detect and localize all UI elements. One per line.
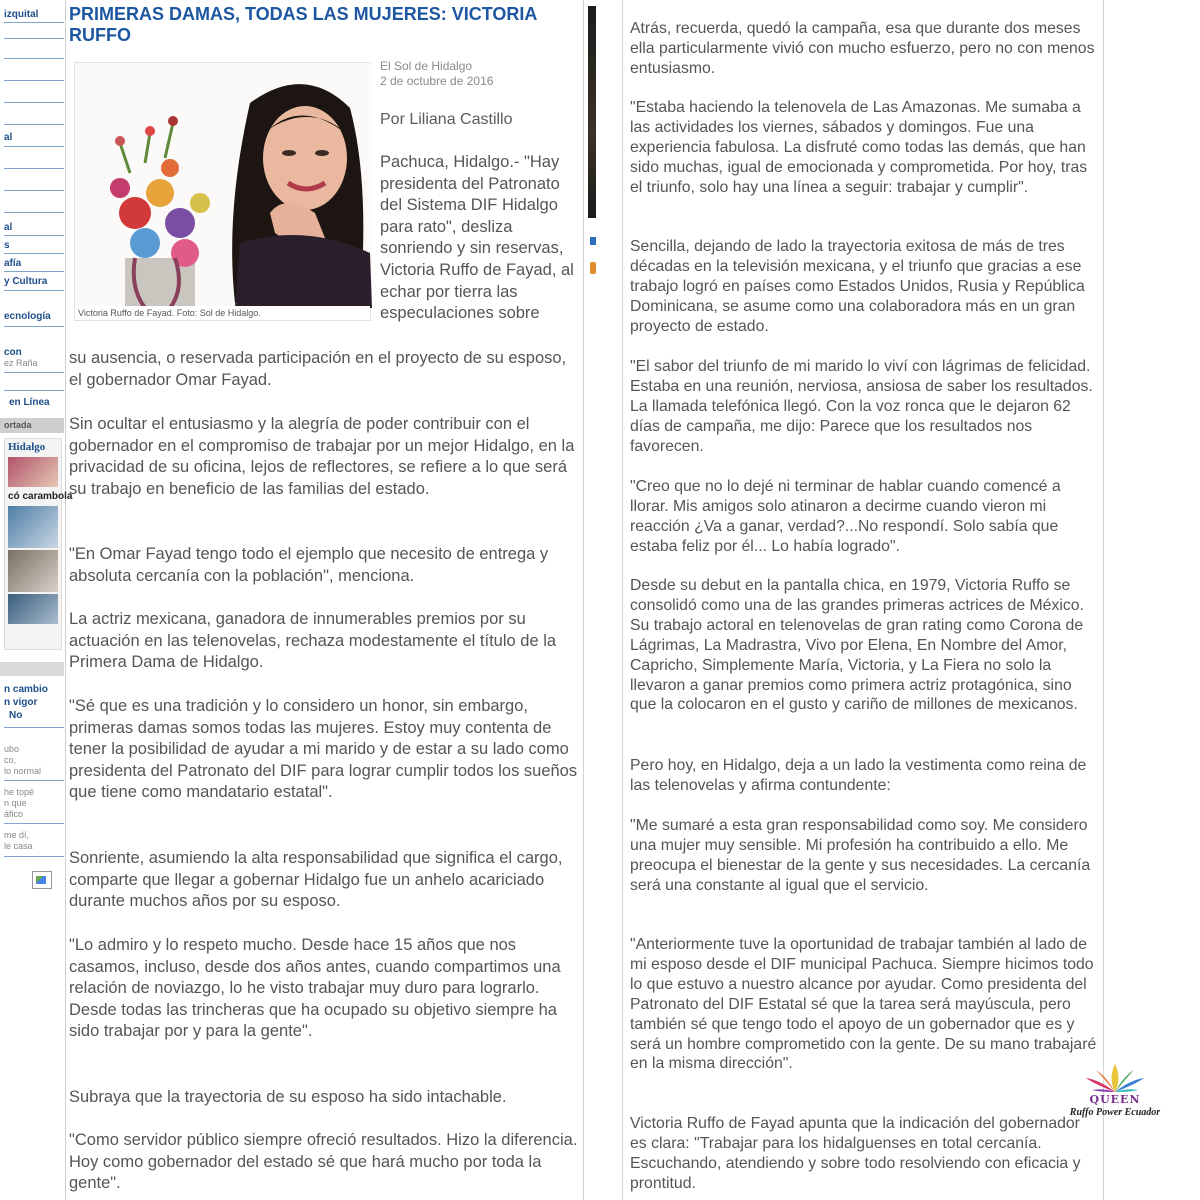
sidebar-divider (0, 662, 64, 676)
sidebar-link[interactable]: izquital (4, 9, 39, 20)
cover-headline: có carambola (8, 491, 73, 502)
article-paragraph: Sonriente, asumiendo la alta responsabilidad que significa el cargo, comparte que llegar a gobernar Hidalgo fue un anhelo acariciado durante muchos años por su esposo. (69, 849, 563, 911)
article-paragraph: "En Omar Fayad tengo todo el ejemplo que necesito de entrega y absoluta cercanía con la población", menciona. (69, 545, 549, 585)
article-source: El Sol de Hidalgo (380, 59, 473, 73)
sidebar-divider (4, 212, 64, 213)
portrait-illustration (75, 63, 372, 308)
cover-photo (8, 594, 58, 624)
sidebar-divider (4, 22, 64, 23)
sidebar-promo-line[interactable]: n cambio (4, 684, 48, 695)
article-paragraph: La actriz mexicana, ganadora de innumerables premios por su actuación en las telenovelas, rechaza modestamente el título de la Primera Dama de Hidalgo. (69, 610, 557, 672)
article-paragraph: Sin ocultar el entusiasmo y la alegría de poder contribuir con el gobernador en el compromiso de trabajar por un mejor Hidalgo, en la privacidad de su oficina, lejos de reflectores, se refiere a lo que será su trabajo en beneficio de las familias del estado. (69, 415, 575, 498)
sidebar-note: me dí, (4, 830, 30, 840)
sidebar-promo-line[interactable]: No (9, 710, 23, 721)
cropped-image-strip (588, 6, 596, 218)
sidebar-section-header: ortada (0, 418, 64, 433)
sidebar-divider (4, 38, 64, 39)
sidebar-promo-line[interactable]: n vigor (4, 697, 38, 708)
photo-caption: Victoria Ruffo de Fayad. Foto: Sol de Hidalgo. (75, 306, 370, 320)
sidebar-divider (4, 372, 64, 373)
sidebar-note: lo normal (4, 766, 42, 776)
article-byline: Por Liliana Castillo (380, 111, 513, 128)
sidebar-divider (4, 290, 64, 291)
article-photo[interactable] (74, 62, 371, 321)
sidebar-note: co, (4, 755, 17, 765)
cover-photo (8, 550, 58, 592)
sidebar-divider (4, 780, 64, 781)
sidebar-link[interactable]: ecnología (4, 311, 51, 322)
sidebar-divider (4, 235, 64, 236)
cover-photo (8, 506, 58, 548)
sidebar-divider (4, 390, 64, 391)
newspaper-cover-thumbnail[interactable] (4, 438, 73, 650)
sidebar-author: ez Raña (4, 358, 38, 368)
article-paragraph: Desde su debut en la pantalla chica, en 1979, Victoria Ruffo se consolidó como una de las grandes primeras actrices de México. Su trabajo actoral en telenovelas de gran rating como Corona de Lágrimas, La Madrastra, Vivo por Elena, En Nombre del Amor, Capricho, Simplemente María, Victoria, y La Fiera no solo la llevaron a ganar premios como primera actriz protagónica, sino que la colocaron en el gusto y cariño de millones de mexicanos. (630, 577, 1084, 714)
article-paragraph: "Estaba haciendo la telenovela de Las Amazonas. Me sumaba a las actividades los viernes, sábados y domingos. Fue una experiencia fabulosa. La disfruté como todas las demás, que han sido muchas, igual de emocionada y comprometida. Por hoy, tras el triunfo, solo hay una línea a seguir: trabajar y cumplir". (630, 99, 1088, 196)
article-column-left (66, 0, 584, 1200)
sidebar-note: áfico (4, 809, 24, 819)
sidebar-divider (4, 102, 64, 103)
article-lead-continuation: su ausencia, o reservada participación en el proyecto de su esposo, el gobernador Omar Fayad. (69, 349, 567, 389)
sidebar-divider (4, 271, 64, 272)
sidebar-divider (4, 168, 64, 169)
article-paragraph: "Sé que es una tradición y lo considero un honor, sin embargo, primeras damas somos todas las mujeres. Estoy muy contenta de tener la posibilidad de ayudar a mi marido y de estar a su lado como presidenta del Patronato del DIF para lograr cumplir todos los sueños que tiene como mandatario estatal". (69, 697, 578, 802)
sidebar-link[interactable]: al (4, 132, 13, 143)
watermark-title: QUEEN (1089, 1093, 1141, 1106)
sidebar-link[interactable]: al (4, 222, 13, 233)
sidebar-divider (4, 80, 64, 81)
sidebar-divider (4, 823, 64, 824)
cover-photo (8, 457, 58, 487)
watermark-subtitle: Ruffo Power Ecuador (1069, 1107, 1161, 1118)
sidebar-divider (4, 58, 64, 59)
sidebar-divider (4, 190, 64, 191)
article-lead-paragraph: Pachuca, Hidalgo.- "Hay presidenta del Patronato del Sistema DIF Hidalgo para rato", desliza sonriendo y sin reservas, Victoria Ruffo de Fayad, al echar por tierra las especulaciones sobre (380, 153, 574, 323)
photo-scene (75, 63, 372, 308)
article-paragraph: Victoria Ruffo de Fayad apunta que la indicación del gobernador es clara: "Trabajar para los hidalguenses en total cercanía. Escuchando, atendiendo y sobre todo resolviendo con eficacia y prontitud. (630, 1115, 1081, 1192)
article-paragraph: "Creo que no lo dejé ni terminar de hablar cuando comencé a llorar. Mis amigos solo atinaron a decirme cuando vieron mi reacción ¿Va a ganar, verdad?...No respondí. Solo sabía que estaba feliz por él... Lo había logrado". (630, 478, 1061, 555)
cropped-icon (590, 237, 596, 245)
article-paragraph: Pero hoy, en Hidalgo, deja a un lado la vestimenta como reina de las telenovelas y afirma contundente: (630, 757, 1087, 794)
article-paragraph: "Me sumaré a esta gran responsabilidad como soy. Me considero una mujer muy sensible. Mi profesión ha contribuido a ello. Me preocupa el bienestar de la gente y sus necesidades. La cercanía será una constante al igual que el servicio. (630, 817, 1091, 894)
sidebar-divider (4, 253, 64, 254)
site-sidebar (0, 0, 73, 1200)
sidebar-note: n que (4, 798, 27, 808)
lotus-icon (1082, 1062, 1148, 1096)
sidebar-note: he topé (4, 787, 35, 797)
sidebar-link[interactable]: en Línea (9, 397, 50, 408)
sidebar-divider (4, 146, 64, 147)
article-paragraph: Subraya que la trayectoria de su esposo ha sido intachable. (69, 1088, 507, 1106)
broken-image-icon[interactable] (32, 871, 52, 889)
article-column-right (622, 0, 1104, 1200)
sidebar-link[interactable]: y Cultura (4, 276, 48, 287)
article-paragraph: Sencilla, dejando de lado la trayectoria exitosa de más de tres décadas en la televisión mexicana, y el triunfo que gracias a ese trabajo logró en países como Estados Unidos, Rusia y República Dominicana, se asume como una colaboradora más en un gran proyecto de estado. (630, 238, 1085, 335)
cropped-icon (590, 262, 596, 274)
sidebar-link[interactable]: s (4, 240, 10, 251)
sidebar-note: le casa (4, 841, 33, 851)
article-paragraph: "Anteriormente tuve la oportunidad de trabajar también al lado de mi esposo desde el DIF municipal Pachuca. Siempre hicimos todo lo que estuvo a nuestro alcance por ayudar. Como presidenta del Patronato del DIF Estatal sé que la tarea será mayúscula, pero también sé que tengo todo el apoyo de un gobernador que es y será un hombre comprometido con la gente. De su mano trabajaré en la misma dirección". (630, 936, 1097, 1073)
article-paragraph: "El sabor del triunfo de mi marido lo viví con lágrimas de felicidad. Estaba en una reunión, nerviosa, ansiosa de saber los resultados. La llamada telefónica llegó. Con la voz ronca que le dejaron 62 días de campaña, me dijo: Parece que los resultados nos favorecen. (630, 358, 1093, 455)
article-paragraph: Atrás, recuerda, quedó la campaña, esa que durante dos meses ella particularmente vivió con mucho esfuerzo, pero no con menos entusiasmo. (630, 20, 1095, 77)
article-paragraph: "Lo admiro y lo respeto mucho. Desde hace 15 años que nos casamos, incluso, desde dos años antes, cuando compartimos una relación de noviazgo, lo he visto trabajar muy duro para lograrlo. Desde todas las trincheras que ha ocupado su objetivo siempre ha sido trabajar por y para la gente". (69, 936, 561, 1041)
article-title: PRIMERAS DAMAS, TODAS LAS MUJERES: VICTORIA RUFFO (69, 4, 537, 45)
sidebar-link[interactable]: afía (4, 258, 22, 269)
sidebar-divider (4, 326, 64, 327)
article-date: 2 de octubre de 2016 (380, 74, 494, 88)
article-paragraph: "Como servidor público siempre ofreció resultados. Hizo la diferencia. Hoy como gobernador del estado sé que hará mucho por toda la gente". (69, 1131, 578, 1193)
sidebar-divider (4, 856, 64, 857)
sidebar-note: ubo (4, 744, 20, 754)
sidebar-divider (4, 727, 64, 728)
sidebar-link[interactable]: con (4, 347, 22, 358)
sidebar-divider (4, 124, 64, 125)
watermark-logo (1060, 1062, 1170, 1128)
cover-masthead: Hidalgo (8, 441, 46, 453)
